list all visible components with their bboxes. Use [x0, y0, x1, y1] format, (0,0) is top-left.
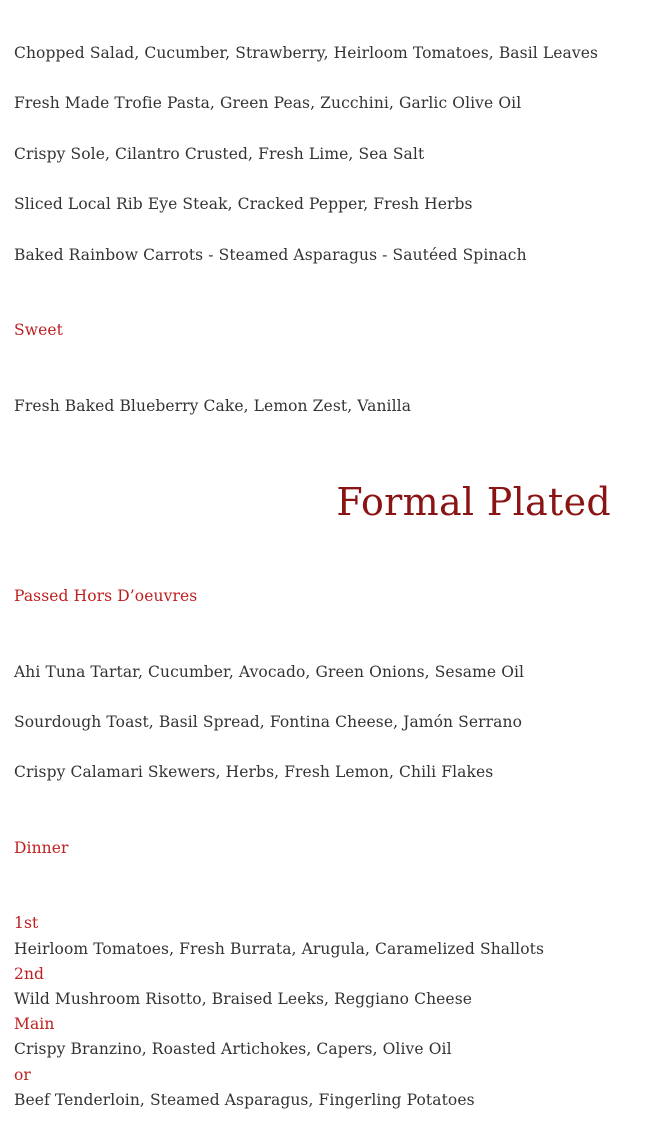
sweet-heading: Sweet	[14, 321, 63, 339]
course-label: or	[14, 1066, 31, 1084]
menu-item: Fresh Made Trofie Pasta, Green Peas, Zucchini, Garlic Olive Oil	[14, 94, 522, 112]
formal-plated-title: Formal Plated	[336, 480, 611, 524]
menu-item: Sourdough Toast, Basil Spread, Fontina Cheese, Jamón Serrano	[14, 713, 523, 731]
passed-hors-doeuvres-heading: Passed Hors D’oeuvres	[14, 587, 198, 605]
course-label: 2nd	[14, 965, 45, 983]
course-dish: Beef Tenderloin, Steamed Asparagus, Fingerling Potatoes	[14, 1091, 475, 1109]
menu-item: Crispy Sole, Cilantro Crusted, Fresh Lime, Sea Salt	[14, 145, 425, 163]
menu-item: Fresh Baked Blueberry Cake, Lemon Zest, Vanilla	[14, 397, 412, 415]
course-label: Main	[14, 1015, 55, 1033]
menu-item: Ahi Tuna Tartar, Cucumber, Avocado, Green Onions, Sesame Oil	[14, 663, 525, 681]
course-dish: Wild Mushroom Risotto, Braised Leeks, Reggiano Cheese	[14, 990, 473, 1008]
menu-item: Sliced Local Rib Eye Steak, Cracked Pepper, Fresh Herbs	[14, 195, 473, 213]
menu-item: Crispy Calamari Skewers, Herbs, Fresh Lemon, Chili Flakes	[14, 763, 494, 781]
menu-item: Chopped Salad, Cucumber, Strawberry, Heirloom Tomatoes, Basil Leaves	[14, 44, 599, 62]
course-label: 1st	[14, 914, 39, 932]
course-dish: Crispy Branzino, Roasted Artichokes, Capers, Olive Oil	[14, 1040, 452, 1058]
dinner-heading: Dinner	[14, 839, 69, 857]
course-dish: Heirloom Tomatoes, Fresh Burrata, Arugula, Caramelized Shallots	[14, 940, 545, 958]
menu-item: Baked Rainbow Carrots - Steamed Asparagus - Sautéed Spinach	[14, 246, 527, 264]
